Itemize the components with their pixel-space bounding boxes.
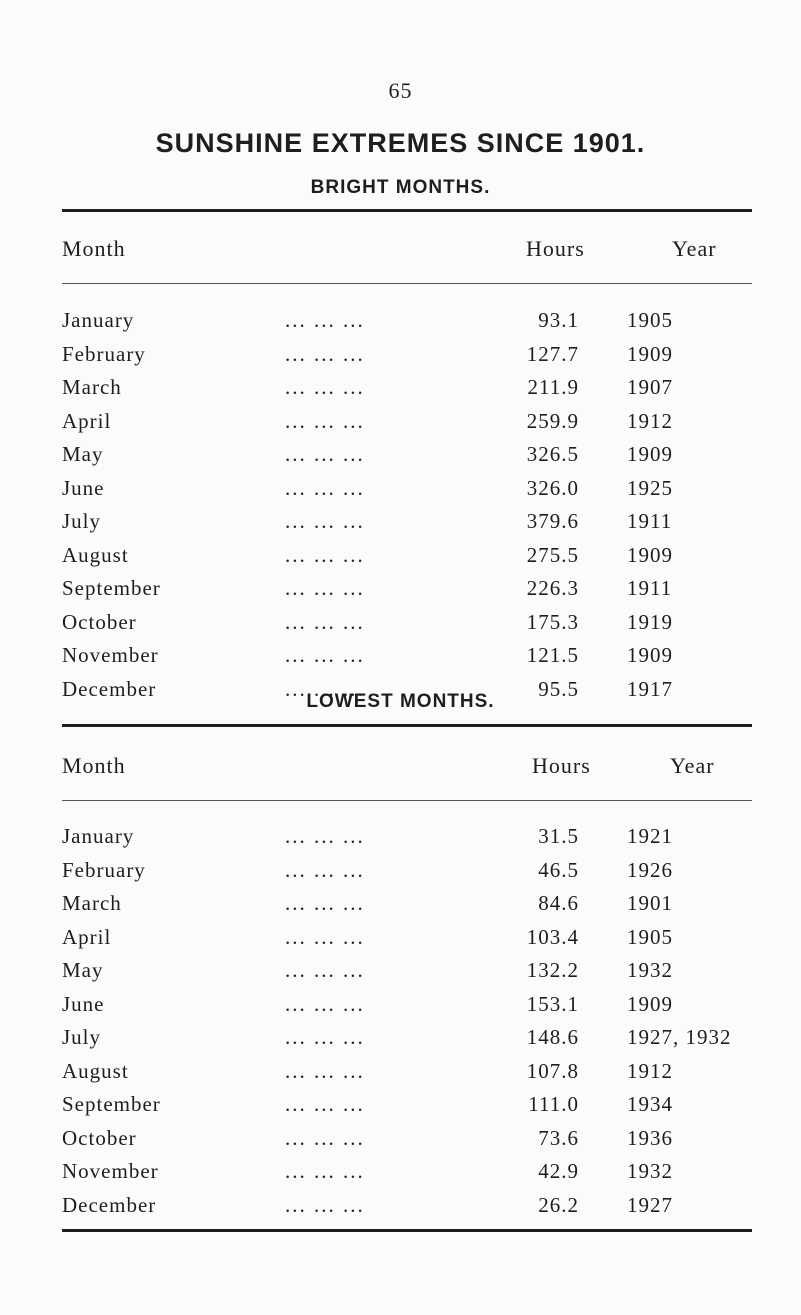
year-cell: 1909 bbox=[627, 991, 673, 1016]
leader-dots: ... ... ... bbox=[285, 958, 365, 982]
hours-cell: 148.6 bbox=[526, 1025, 579, 1049]
hours-cell: 132.2 bbox=[526, 958, 579, 982]
hours-cell: 211.9 bbox=[527, 375, 579, 399]
year-cell: 1909 bbox=[627, 341, 673, 366]
year-cell: 1912 bbox=[627, 408, 673, 433]
year-cell: 1927 bbox=[627, 1192, 673, 1217]
hours-cell: 95.5 bbox=[538, 676, 579, 701]
month-cell: July bbox=[62, 509, 102, 533]
month-cell: September bbox=[62, 1092, 161, 1116]
hours-cell: 326.5 bbox=[526, 442, 579, 466]
year-cell: 1911 bbox=[627, 576, 673, 600]
month-cell: March bbox=[62, 891, 122, 915]
bright-header-hours: Hours bbox=[526, 236, 585, 261]
year-cell: 1932 bbox=[627, 958, 673, 982]
leader-dots: ... ... ... bbox=[285, 924, 365, 949]
month-cell: December bbox=[62, 1192, 157, 1217]
month-cell: June bbox=[62, 991, 105, 1016]
year-cell: 1911 bbox=[627, 509, 673, 533]
month-cell: November bbox=[62, 1159, 159, 1183]
table-row bbox=[62, 1025, 762, 1059]
bright-header-month: Month bbox=[62, 236, 126, 261]
year-cell: 1905 bbox=[627, 308, 673, 332]
table-row bbox=[62, 858, 762, 892]
month-cell: February bbox=[62, 341, 146, 366]
leader-dots: ... ... ... bbox=[285, 824, 365, 848]
lowest-header-month: Month bbox=[62, 753, 126, 778]
table-row bbox=[62, 891, 762, 925]
table-row bbox=[62, 1126, 762, 1160]
table-row bbox=[62, 442, 762, 476]
leader-dots: ... ... ... bbox=[285, 991, 365, 1016]
leader-dots: ... ... ... bbox=[285, 857, 365, 882]
month-cell: January bbox=[62, 308, 135, 332]
table-row bbox=[62, 576, 762, 610]
hours-cell: 26.2 bbox=[538, 1192, 579, 1217]
hours-cell: 42.9 bbox=[538, 1159, 579, 1183]
hours-cell: 127.7 bbox=[526, 341, 579, 366]
year-cell: 1905 bbox=[627, 924, 673, 949]
lowest-header-year: Year bbox=[670, 753, 715, 778]
leader-dots: ... ... ... bbox=[285, 542, 365, 567]
leader-dots: ... ... ... bbox=[285, 643, 365, 667]
month-cell: June bbox=[62, 475, 105, 500]
bright-header-rule bbox=[62, 283, 752, 284]
month-cell: April bbox=[62, 408, 112, 433]
month-cell: September bbox=[62, 576, 161, 600]
leader-dots: ... ... ... bbox=[285, 1125, 365, 1150]
year-cell: 1912 bbox=[627, 1058, 673, 1083]
hours-cell: 103.4 bbox=[526, 924, 579, 949]
month-cell: February bbox=[62, 857, 146, 882]
bright-months-heading: BRIGHT MONTHS. bbox=[310, 177, 491, 198]
table-row bbox=[62, 375, 762, 409]
year-cell: 1925 bbox=[627, 475, 673, 500]
table-row bbox=[62, 992, 762, 1026]
leader-dots: ... ... ... bbox=[285, 1192, 365, 1217]
hours-cell: 153.1 bbox=[526, 991, 579, 1016]
month-cell: March bbox=[62, 375, 122, 399]
leader-dots: ... ... ... bbox=[285, 341, 365, 366]
hours-cell: 31.5 bbox=[538, 824, 579, 848]
leader-dots: ... ... ... bbox=[285, 1092, 365, 1116]
lowest-top-rule bbox=[62, 724, 752, 727]
lowest-bottom-rule bbox=[62, 1229, 752, 1232]
month-cell: August bbox=[62, 1058, 129, 1083]
month-cell: October bbox=[62, 609, 137, 634]
month-cell: May bbox=[62, 958, 104, 982]
bright-header-year: Year bbox=[672, 236, 717, 261]
hours-cell: 73.6 bbox=[538, 1125, 579, 1150]
leader-dots: ... ... ... bbox=[285, 375, 365, 399]
month-cell: October bbox=[62, 1125, 137, 1150]
hours-cell: 84.6 bbox=[538, 891, 579, 915]
lowest-months-heading: LOWEST MONTHS. bbox=[306, 691, 495, 712]
leader-dots: ... ... ... bbox=[285, 509, 365, 533]
leader-dots: ... ... ... bbox=[285, 676, 365, 701]
leader-dots: ... ... ... bbox=[285, 408, 365, 433]
table-row bbox=[62, 1159, 762, 1193]
year-cell: 1907 bbox=[627, 375, 673, 399]
table-row bbox=[62, 1193, 762, 1227]
year-cell: 1932 bbox=[627, 1159, 673, 1183]
leader-dots: ... ... ... bbox=[285, 308, 365, 332]
page-title: SUNSHINE EXTREMES SINCE 1901. bbox=[155, 128, 646, 158]
table-row bbox=[62, 824, 762, 858]
leader-dots: ... ... ... bbox=[285, 442, 365, 466]
year-cell: 1901 bbox=[627, 891, 673, 915]
hours-cell: 275.5 bbox=[526, 542, 579, 567]
hours-cell: 226.3 bbox=[526, 576, 579, 600]
table-row bbox=[62, 509, 762, 543]
table-row bbox=[62, 958, 762, 992]
hours-cell: 121.5 bbox=[526, 643, 579, 667]
hours-cell: 107.8 bbox=[526, 1058, 579, 1083]
month-cell: November bbox=[62, 643, 159, 667]
month-cell: May bbox=[62, 442, 104, 466]
table-row bbox=[62, 543, 762, 577]
year-cell: 1921 bbox=[627, 824, 673, 848]
month-cell: April bbox=[62, 924, 112, 949]
leader-dots: ... ... ... bbox=[285, 609, 365, 634]
year-cell: 1934 bbox=[627, 1092, 673, 1116]
table-row bbox=[62, 610, 762, 644]
table-row bbox=[62, 1092, 762, 1126]
table-row bbox=[62, 476, 762, 510]
month-cell: January bbox=[62, 824, 135, 848]
leader-dots: ... ... ... bbox=[285, 1025, 365, 1049]
lowest-months-table bbox=[62, 824, 762, 1226]
year-cell: 1927, 1932 bbox=[627, 1025, 732, 1049]
table-row bbox=[62, 925, 762, 959]
leader-dots: ... ... ... bbox=[285, 891, 365, 915]
month-cell: July bbox=[62, 1025, 102, 1049]
month-cell: December bbox=[62, 676, 157, 701]
table-row bbox=[62, 308, 762, 342]
hours-cell: 111.0 bbox=[528, 1092, 579, 1116]
page-number: 65 bbox=[388, 78, 413, 103]
hours-cell: 175.3 bbox=[526, 609, 579, 634]
year-cell: 1936 bbox=[627, 1125, 673, 1150]
hours-cell: 46.5 bbox=[538, 857, 579, 882]
year-cell: 1909 bbox=[627, 542, 673, 567]
leader-dots: ... ... ... bbox=[285, 475, 365, 500]
year-cell: 1909 bbox=[627, 442, 673, 466]
bright-top-rule bbox=[62, 209, 752, 212]
year-cell: 1926 bbox=[627, 857, 673, 882]
hours-cell: 379.6 bbox=[526, 509, 579, 533]
table-row bbox=[62, 643, 762, 677]
lowest-header-rule bbox=[62, 800, 752, 801]
table-row bbox=[62, 409, 762, 443]
bright-months-table bbox=[62, 308, 762, 710]
month-cell: August bbox=[62, 542, 129, 567]
hours-cell: 259.9 bbox=[526, 408, 579, 433]
hours-cell: 93.1 bbox=[538, 308, 579, 332]
lowest-header-hours: Hours bbox=[532, 753, 591, 778]
leader-dots: ... ... ... bbox=[285, 576, 365, 600]
year-cell: 1909 bbox=[627, 643, 673, 667]
leader-dots: ... ... ... bbox=[285, 1058, 365, 1083]
table-row bbox=[62, 342, 762, 376]
year-cell: 1919 bbox=[627, 609, 673, 634]
year-cell: 1917 bbox=[627, 676, 673, 701]
table-row bbox=[62, 1059, 762, 1093]
hours-cell: 326.0 bbox=[526, 475, 579, 500]
leader-dots: ... ... ... bbox=[285, 1159, 365, 1183]
